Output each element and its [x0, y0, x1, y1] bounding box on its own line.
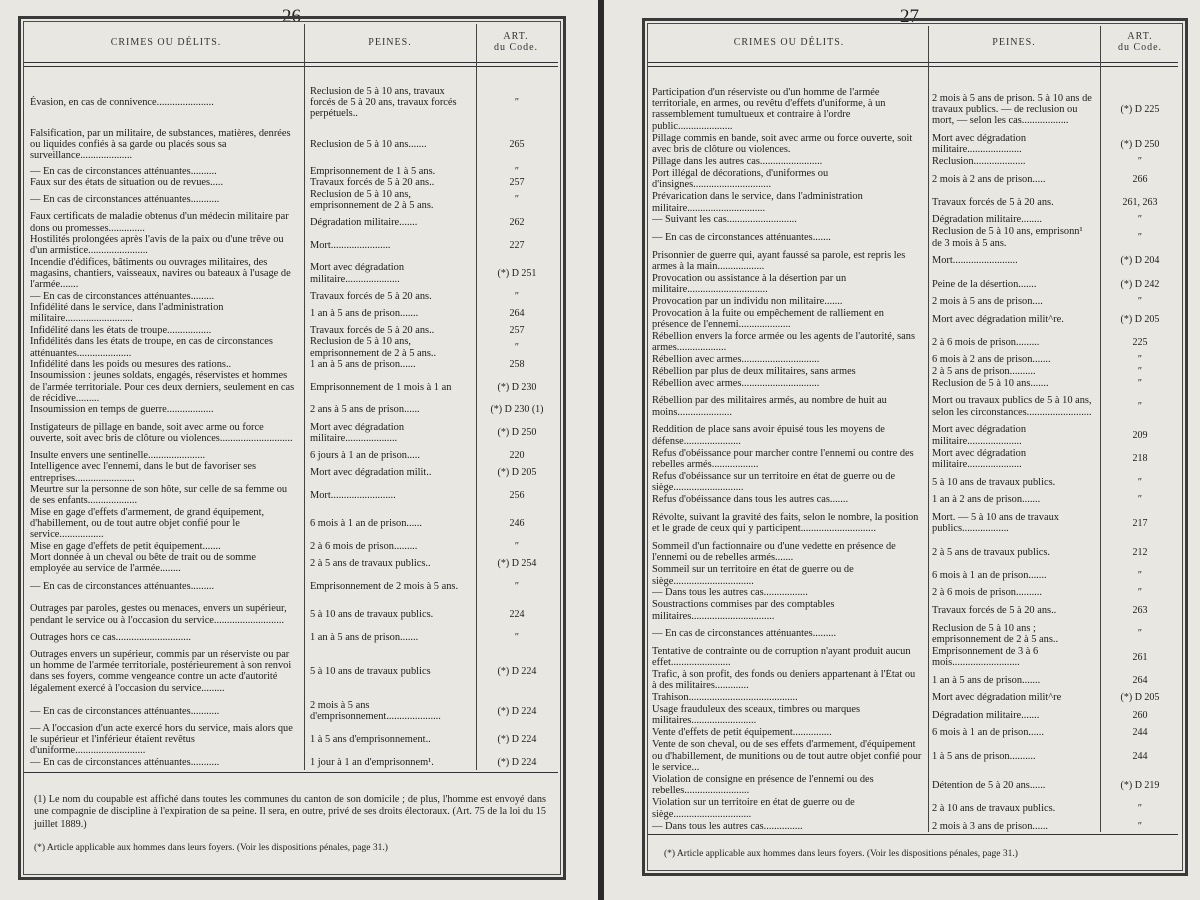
- table-row: [30, 234, 556, 257]
- peine-cell: Mort avec dégradation milit^re: [932, 692, 1062, 704]
- peine-cell: 6 mois à 2 ans de prison.......: [932, 354, 1051, 366]
- crime-cell: Refus d'obéissance dans tous les autres cas.......: [652, 494, 849, 506]
- crime-cell: — En cas de circonstances atténuantes...........: [30, 705, 220, 717]
- footnote: (1) Le nom du coupable est affiché dans toutes les communes du canton de son domicile ; de plus, l'homme est envoyé dans une compagnie de discipline à l'expiration de sa peine. Il sera, en outre, privé de ses droits électoraux. (Art. 75 de la loi du 15 juillet 1889.): [34, 794, 546, 830]
- article-cell: (*) D 205: [1120, 313, 1160, 325]
- peine-cell: 2 à 5 ans de travaux publics..: [310, 557, 431, 569]
- table-row: [652, 273, 1178, 296]
- crime-cell: Faux sur des états de situation ou de revues.....: [30, 177, 224, 189]
- crime-cell: Infidélité dans le service, dans l'administration militaire..........................: [30, 302, 224, 325]
- crime-cell: Participation d'un réserviste ou d'un homme de l'armée territoriale, en armes, ou revêtu d'effets d'uniforme, à un rassemblement tumultueux et contraire à l'ordre public.....................: [652, 86, 886, 132]
- header-rule-2: [648, 66, 1178, 67]
- peine-cell: 2 mois à 5 ans d'emprisonnement.....................: [310, 699, 441, 723]
- table-row: [30, 188, 556, 211]
- table-row: [652, 739, 1178, 774]
- article-cell: ″: [514, 194, 520, 206]
- peine-cell: Travaux forcés de 5 à 20 ans..: [310, 177, 435, 189]
- right-page: [604, 0, 1200, 900]
- crime-cell: Sommeil d'un factionnaire ou d'une vedette en présence de l'ennemi ou de rebelles armés.......: [652, 541, 896, 564]
- table-row: [652, 797, 1178, 820]
- peine-cell: 5 à 10 ans de travaux publics.: [932, 476, 1056, 488]
- table-row: [652, 704, 1178, 727]
- table-row: [652, 226, 1178, 249]
- table-row: [30, 723, 556, 757]
- crime-cell: — Suivant les cas...........................: [652, 214, 797, 226]
- crime-cell: Vente d'effets de petit équipement...............: [652, 727, 832, 739]
- crime-cell: — En cas de circonstances atténuantes.........: [30, 580, 215, 592]
- crime-cell: Insoumission en temps de guerre..................: [30, 404, 214, 416]
- crime-cell: Rébellion avec armes..............................: [652, 377, 820, 389]
- crime-cell: Trahison..........................................: [652, 692, 798, 704]
- article-cell: ″: [1137, 156, 1143, 168]
- peine-cell: Mort.......................: [310, 239, 391, 251]
- peine-cell: 2 ans à 5 ans de prison......: [310, 404, 420, 416]
- peine-cell: Mort avec dégradation milit..: [310, 466, 432, 478]
- table-row: [652, 168, 1178, 191]
- table-row: [652, 296, 1178, 308]
- crime-cell: Infidélités dans les états de troupe, en cas de circonstances atténuantes.....................: [30, 336, 273, 359]
- table-row: [652, 331, 1178, 354]
- article-cell: (*) D 254: [497, 557, 537, 569]
- peine-cell: Détention de 5 à 20 ans......: [932, 779, 1046, 791]
- crime-cell: Prisonnier de guerre qui, ayant faussé sa parole, est repris les armes à la main..................: [652, 249, 906, 272]
- crime-cell: Reddition de place sans avoir épuisé tous les moyens de défense......................: [652, 424, 885, 447]
- table-row: [30, 575, 556, 598]
- peine-cell: Mort avec dégradation milit^re.: [932, 313, 1064, 325]
- crime-cell: Infidélité dans les états de troupe.................: [30, 324, 212, 336]
- article-cell: (*) D 219: [1120, 779, 1160, 791]
- crime-cell: Sommeil sur un territoire en état de guerre ou de siège...............................: [652, 564, 854, 587]
- article-cell: ″: [1137, 820, 1143, 832]
- page-number: 27: [900, 6, 919, 27]
- crime-cell: Insulte envers une sentinelle......................: [30, 449, 206, 461]
- table-row: [652, 646, 1178, 669]
- peine-cell: Mort avec dégradation militaire.....................: [310, 262, 405, 285]
- footnote-asterisk: (*) Article applicable aux hommes dans leurs foyers. (Voir les dispositions pénales, page 31.): [664, 849, 1018, 859]
- peine-cell: 1 an à 5 ans de prison.......: [310, 631, 419, 643]
- crime-cell: Outrages hors ce cas.............................: [30, 631, 192, 643]
- table-row: [652, 366, 1178, 378]
- table-row: [30, 598, 556, 632]
- article-cell: ″: [1137, 587, 1143, 599]
- crime-cell: Rébellion par plus de deux militaires, sans armes: [652, 365, 856, 377]
- table-row: [30, 82, 556, 123]
- article-cell: 263: [1132, 604, 1148, 616]
- crime-cell: Port illégal de décorations, d'uniformes ou d'insignes..............................: [652, 168, 829, 191]
- crime-cell: Mise en gage d'effets de petit équipement.......: [30, 540, 221, 552]
- article-cell: 261: [1132, 651, 1148, 663]
- header-peines: PEINES.: [368, 36, 412, 48]
- crime-cell: Meurtre sur la personne de son hôte, sur celle de sa femme ou de ses enfants...................: [30, 484, 288, 507]
- article-cell: 256: [509, 489, 525, 501]
- crime-cell: Incendie d'édifices, bâtiments ou ouvrages militaires, des magasins, chantiers, vaisseaux, navires ou bateaux à l'usage de l'armée.......: [30, 256, 291, 291]
- table-row: [30, 700, 556, 723]
- peine-cell: Reclusion de 5 à 10 ans ; emprisonnement de 2 à 5 ans..: [932, 622, 1059, 645]
- table-row: [652, 692, 1178, 704]
- article-cell: 257: [509, 324, 525, 336]
- peine-cell: Mort avec dégradation militaire.....................: [932, 133, 1027, 156]
- crime-cell: Pillage commis en bande, soit avec arme ou force ouverte, soit avec bris de clôture ou violences.: [652, 133, 913, 156]
- crime-cell: Violation de consigne en présence de l'ennemi ou des rebelles.........................: [652, 774, 874, 797]
- table-bottom-rule: [24, 772, 558, 773]
- article-cell: (*) D 225: [1120, 103, 1160, 115]
- crime-cell: Instigateurs de pillage en bande, soit avec arme ou force ouverte, soit avec bris de clôture ou violences............................: [30, 421, 293, 444]
- peine-cell: 2 à 6 mois de prison..........: [932, 587, 1042, 599]
- article-cell: 265: [509, 138, 525, 150]
- peine-cell: Mort avec dégradation militaire.....................: [932, 447, 1027, 470]
- article-cell: (*) D 205: [1120, 692, 1160, 704]
- table-row: [652, 389, 1178, 424]
- peine-cell: 1 à 5 ans de prison..........: [932, 750, 1036, 762]
- peine-cell: Emprisonnement de 3 à 6 mois..........................: [932, 645, 1039, 669]
- article-cell: ″: [1137, 400, 1143, 412]
- crime-cell: Rébellion avec armes..............................: [652, 354, 820, 366]
- header-art: ART. du Code.: [493, 31, 539, 53]
- article-cell: ″: [1137, 365, 1143, 377]
- peine-cell: Travaux forcés de 5 à 20 ans..: [932, 604, 1057, 616]
- table-row: [30, 541, 556, 552]
- crime-cell: Faux certificats de maladie obtenus d'un médecin militaire par dons ou promesses..............: [30, 211, 289, 234]
- article-cell: (*) D 205: [497, 466, 537, 478]
- article-cell: 217: [1132, 517, 1148, 529]
- peine-cell: 6 mois à 1 an de prison.......: [932, 569, 1047, 581]
- left-page: [0, 0, 598, 900]
- peine-cell: 6 mois à 1 an de prison......: [932, 727, 1044, 739]
- peine-cell: 6 jours à 1 an de prison.....: [310, 449, 420, 461]
- table-row: [652, 471, 1178, 494]
- article-cell: ″: [1137, 803, 1143, 815]
- article-cell: 209: [1132, 430, 1148, 442]
- article-cell: (*) D 224: [497, 756, 537, 768]
- article-cell: 246: [509, 518, 525, 530]
- crime-cell: Provocation par un individu non militaire.......: [652, 296, 843, 308]
- article-cell: ″: [1137, 354, 1143, 366]
- crime-cell: — En cas de circonstances atténuantes.........: [652, 628, 837, 640]
- article-cell: 225: [1132, 336, 1148, 348]
- peine-cell: 2 mois à 2 ans de prison.....: [932, 173, 1046, 185]
- table-row: [652, 494, 1178, 506]
- article-cell: (*) D 250: [497, 427, 537, 439]
- article-cell: ″: [1137, 296, 1143, 308]
- peine-cell: Peine de la désertion.......: [932, 278, 1037, 290]
- peine-cell: 2 mois à 3 ans de prison......: [932, 820, 1049, 832]
- article-cell: ″: [514, 580, 520, 592]
- table-row: [30, 370, 556, 404]
- table-row: [30, 450, 556, 461]
- crime-cell: Rébellion par des militaires armés, au nombre de huit au moins.....................: [652, 395, 887, 418]
- header-rule: [648, 62, 1178, 63]
- crime-cell: Prévarication dans le service, dans l'administration militaire..............................: [652, 191, 863, 214]
- table-row: [30, 632, 556, 643]
- table-row: [30, 552, 556, 575]
- peine-cell: Mort.........................: [310, 489, 396, 501]
- peine-cell: 1 jour à 1 an d'emprisonnem¹.: [310, 756, 434, 768]
- crime-cell: Provocation à la fuite ou empêchement de ralliement en présence de l'ennemi....................: [652, 307, 884, 331]
- crime-cell: Violation sur un territoire en état de guerre ou de siège..............................: [652, 797, 855, 820]
- crime-cell: Refus d'obéissance pour marcher contre l'ennemi ou contre des rebelles armés..................: [652, 447, 914, 470]
- table-row: [30, 291, 556, 302]
- peine-cell: Mort.........................: [932, 255, 1018, 267]
- crime-cell: Usage frauduleux des sceaux, timbres ou marques militaires.........................: [652, 704, 861, 727]
- table-row: [652, 86, 1178, 133]
- article-cell: ″: [1137, 476, 1143, 488]
- article-cell: ″: [1137, 377, 1143, 389]
- table-row: [30, 123, 556, 165]
- header-rule-2: [24, 66, 558, 67]
- article-cell: ″: [514, 97, 520, 109]
- peine-cell: 1 an à 2 ans de prison.......: [932, 494, 1041, 506]
- peine-cell: Travaux forcés de 5 à 20 ans..: [310, 324, 435, 336]
- table-row: [652, 424, 1178, 447]
- footnote-asterisk: (*) Article applicable aux hommes dans leurs foyers. (Voir les dispositions pénales, page 31.): [34, 843, 388, 853]
- article-cell: (*) D 224: [497, 665, 537, 677]
- crime-cell: Infidélité dans les poids ou mesures des rations..: [30, 358, 232, 370]
- table-row: [652, 587, 1178, 599]
- peine-cell: Reclusion de 5 à 10 ans, travaux forcés de 5 à 20 ans, travaux forcés perpétuels..: [310, 85, 457, 120]
- peine-cell: Reclusion de 5 à 10 ans, emprisonnement de 2 à 5 ans..: [310, 336, 437, 359]
- table-row: [652, 774, 1178, 797]
- article-cell: 220: [509, 449, 525, 461]
- table-row: [652, 354, 1178, 366]
- article-cell: 261, 263: [1122, 196, 1158, 208]
- peine-cell: 2 mois à 5 ans de prison....: [932, 296, 1043, 308]
- rows-container: [30, 82, 556, 768]
- table-row: [30, 211, 556, 234]
- table-row: [652, 622, 1178, 645]
- article-cell: 264: [1132, 674, 1148, 686]
- article-cell: 224: [509, 608, 525, 620]
- table-row: [30, 302, 556, 325]
- crime-cell: — En cas de circonstances atténuantes.........: [30, 290, 215, 302]
- table-row: [30, 257, 556, 291]
- peine-cell: 1 an à 5 ans de prison.......: [932, 674, 1041, 686]
- table-row: [652, 447, 1178, 470]
- article-cell: 227: [509, 239, 525, 251]
- article-cell: 266: [1132, 173, 1148, 185]
- peine-cell: 1 an à 5 ans de prison.......: [310, 307, 419, 319]
- peine-cell: Reclusion....................: [932, 156, 1026, 168]
- table-row: [652, 669, 1178, 692]
- crime-cell: Intelligence avec l'ennemi, dans le but de favoriser ses entreprises.......................: [30, 461, 257, 484]
- table-row: [652, 564, 1178, 587]
- peine-cell: Mort avec dégradation militaire.....................: [932, 424, 1027, 447]
- article-cell: (*) D 224: [497, 733, 537, 745]
- article-cell: (*) D 242: [1120, 278, 1160, 290]
- table-bottom-rule: [648, 834, 1178, 835]
- table-row: [652, 541, 1178, 564]
- crime-cell: Soustractions commises par des comptables militaires................................: [652, 599, 835, 622]
- article-cell: 218: [1132, 453, 1148, 465]
- header-rule: [24, 62, 558, 63]
- article-cell: 264: [509, 307, 525, 319]
- table-row: [652, 820, 1178, 832]
- article-cell: (*) D 250: [1120, 138, 1160, 150]
- crime-cell: Refus d'obéissance sur un territoire en état de guerre ou de siège...........................: [652, 471, 896, 494]
- article-cell: (*) D 251: [497, 268, 537, 280]
- header-crimes: CRIMES OU DÉLITS.: [733, 36, 845, 48]
- peine-cell: 2 à 10 ans de travaux publics.: [932, 803, 1056, 815]
- article-cell: 260: [1132, 709, 1148, 721]
- header-peines: PEINES.: [992, 36, 1036, 48]
- crime-cell: Outrages envers un supérieur, commis par un réserviste ou par un homme de l'armée territoriale, postérieurement à son renvoi dans ses foyers, comme vengeance contre un acte d'autorité légalement exercé à l'occasion du service.........: [30, 648, 292, 694]
- crime-cell: Trafic, à son profit, des fonds ou deniers appartenant à l'État ou à des militaires.............: [652, 669, 916, 692]
- crime-cell: — Dans tous les autres cas.................: [652, 587, 808, 599]
- crime-cell: Outrages par paroles, gestes ou menaces, envers un supérieur, pendant le service ou à l'occasion du service...........................: [30, 603, 287, 626]
- table-row: [652, 727, 1178, 739]
- table-row: [652, 506, 1178, 541]
- peine-cell: 1 an à 5 ans de prison......: [310, 358, 416, 370]
- crime-cell: — Dans tous les autres cas...............: [652, 820, 803, 832]
- crime-cell: — En cas de circonstances atténuantes...........: [30, 194, 220, 206]
- table-row: [30, 359, 556, 370]
- peine-cell: 2 mois à 5 ans de prison. 5 à 10 ans de travaux publics. — de reclusion ou mort, — selon les cas..................: [932, 92, 1092, 126]
- table-row: [652, 307, 1178, 330]
- article-cell: (*) D 230: [497, 381, 537, 393]
- table-row: [30, 461, 556, 484]
- crime-cell: Vente de son cheval, ou de ses effets d'armement, d'équipement ou d'habillement, de munitions ou de tout autre objet confié pour le service...: [652, 739, 922, 773]
- peine-cell: Dégradation militaire.......: [932, 709, 1040, 721]
- crime-cell: Rébellion envers la force armée ou les agents de l'autorité, sans armes...................: [652, 331, 915, 354]
- table-row: [30, 336, 556, 359]
- peine-cell: Emprisonnement de 1 mois à 1 an: [310, 381, 452, 393]
- table-row: [652, 249, 1178, 272]
- table-row: [652, 191, 1178, 214]
- crime-cell: Tentative de contrainte ou de corruption n'ayant produit aucun effet.......................: [652, 645, 911, 669]
- article-cell: 258: [509, 358, 525, 370]
- table-row: [30, 757, 556, 768]
- article-cell: ″: [1137, 214, 1143, 226]
- crime-cell: Falsification, par un militaire, de substances, matières, denrées ou liquides confiés à sa garde ou placés sous sa surveillance....................: [30, 127, 291, 162]
- table-row: [30, 643, 556, 700]
- crime-cell: Insoumission : jeunes soldats, engagés, réservistes et hommes de l'armée territoriale. Pour ces deux derniers, seulement en cas de récidive.........: [30, 370, 295, 404]
- peine-cell: Reclusion de 5 à 10 ans.......: [932, 377, 1049, 389]
- peine-cell: Reclusion de 5 à 10 ans.......: [310, 138, 427, 150]
- table-row: [30, 416, 556, 450]
- table-row: [652, 133, 1178, 156]
- peine-cell: Reclusion de 5 à 10 ans, emprisonnement de 2 à 5 ans.: [310, 188, 434, 211]
- article-cell: 212: [1132, 546, 1148, 558]
- peine-cell: 2 à 5 ans de travaux publics.: [932, 546, 1051, 558]
- article-cell: 244: [1132, 750, 1148, 762]
- peine-cell: Mort. — 5 à 10 ans de travaux publics..................: [932, 511, 1059, 535]
- peine-cell: Mort ou travaux publics de 5 à 10 ans, selon les circonstances.........................: [932, 395, 1092, 418]
- article-cell: ″: [1137, 494, 1143, 506]
- crime-cell: Mort donnée à un cheval ou bête de trait ou de somme employée au service de l'armée........: [30, 552, 256, 575]
- article-cell: 244: [1132, 727, 1148, 739]
- table-row: [652, 599, 1178, 622]
- table-row: [30, 507, 556, 541]
- peine-cell: 5 à 10 ans de travaux publics: [310, 665, 431, 677]
- article-cell: ″: [1137, 569, 1143, 581]
- crime-cell: Pillage dans les autres cas........................: [652, 156, 823, 168]
- peine-cell: 1 à 5 ans d'emprisonnement..: [310, 733, 431, 745]
- article-cell: (*) D 230 (1): [490, 404, 544, 416]
- crime-cell: — En cas de circonstances atténuantes..........: [30, 165, 217, 177]
- article-cell: ″: [514, 341, 520, 353]
- rows-container: [652, 86, 1178, 832]
- crime-cell: — En cas de circonstances atténuantes.......: [652, 231, 831, 243]
- header-crimes: CRIMES OU DÉLITS.: [110, 36, 222, 48]
- crime-cell: — En cas de circonstances atténuantes...........: [30, 756, 220, 768]
- peine-cell: 2 à 5 ans de prison..........: [932, 365, 1036, 377]
- peine-cell: Dégradation militaire.......: [310, 216, 418, 228]
- crime-cell: Mise en gage d'effets d'armement, de grand équipement, d'habillement, ou de tout autre objet confié pour le service.................: [30, 506, 265, 541]
- peine-cell: Emprisonnement de 1 à 5 ans.: [310, 165, 436, 177]
- peine-cell: Travaux forcés de 5 à 20 ans.: [932, 196, 1054, 208]
- peine-cell: Travaux forcés de 5 à 20 ans.: [310, 290, 432, 302]
- crime-cell: Révolte, suivant la gravité des faits, selon le nombre, la position et le grade de ceux qui y participent.............................: [652, 511, 919, 535]
- article-cell: ″: [514, 631, 520, 643]
- article-cell: (*) D 204: [1120, 255, 1160, 267]
- crime-cell: Hostilités prolongées après l'avis de la paix ou d'une trêve ou d'un armistice.......................: [30, 234, 284, 257]
- article-cell: 257: [509, 177, 525, 189]
- peine-cell: 5 à 10 ans de travaux publics.: [310, 608, 434, 620]
- table-row: [30, 404, 556, 415]
- table-row: [30, 166, 556, 177]
- peine-cell: 2 à 6 mois de prison.........: [310, 540, 418, 552]
- crime-cell: — A l'occasion d'un acte exercé hors du service, mais alors que le supérieur et l'inférieur étaient revêtus d'uniforme...........................: [30, 722, 293, 757]
- table-row: [652, 156, 1178, 168]
- table-row: [652, 377, 1178, 389]
- table-row: [30, 484, 556, 507]
- article-cell: ″: [1137, 628, 1143, 640]
- article-cell: 262: [509, 216, 525, 228]
- peine-cell: Reclusion de 5 à 10 ans, emprisonn¹ de 3 mois à 5 ans.: [932, 226, 1083, 249]
- article-cell: (*) D 224: [497, 705, 537, 717]
- table-row: [30, 177, 556, 188]
- peine-cell: Dégradation militaire........: [932, 214, 1042, 226]
- crime-cell: Évasion, en cas de connivence......................: [30, 97, 214, 109]
- table-row: [30, 325, 556, 336]
- article-cell: ″: [514, 290, 520, 302]
- table-row: [652, 214, 1178, 226]
- article-cell: ″: [514, 165, 520, 177]
- peine-cell: Mort avec dégradation militaire....................: [310, 421, 405, 444]
- article-cell: ″: [514, 540, 520, 552]
- page-number: 26: [282, 6, 301, 27]
- peine-cell: 6 mois à 1 an de prison......: [310, 518, 422, 530]
- peine-cell: 2 à 6 mois de prison.........: [932, 336, 1040, 348]
- crime-cell: Provocation ou assistance à la désertion par un militaire...............................: [652, 272, 847, 296]
- peine-cell: Emprisonnement de 2 mois à 5 ans.: [310, 580, 459, 592]
- article-cell: ″: [1137, 231, 1143, 243]
- header-art: ART. du Code.: [1117, 31, 1163, 53]
